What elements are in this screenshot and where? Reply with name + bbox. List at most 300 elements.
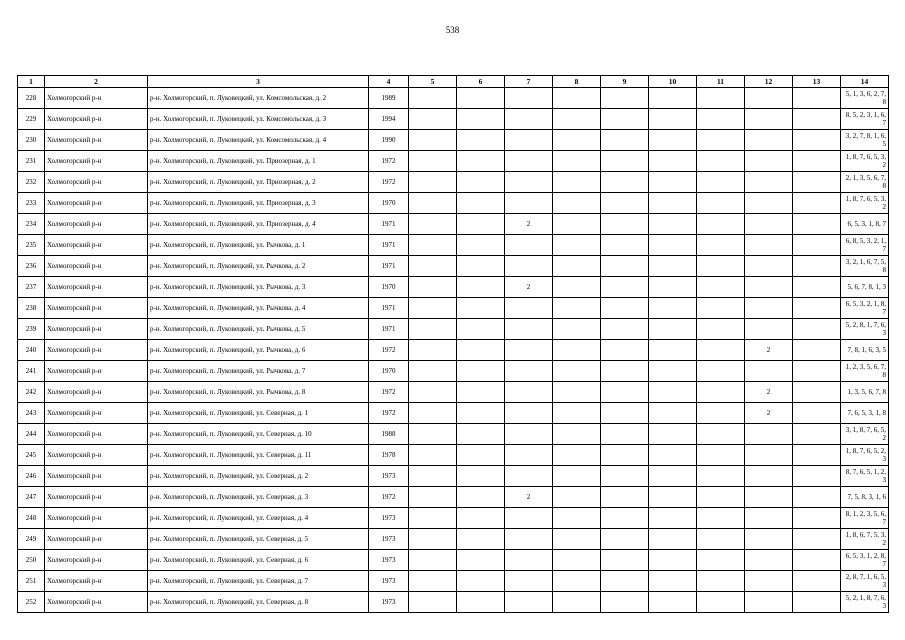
col8-cell bbox=[553, 550, 601, 571]
table-row bbox=[18, 319, 889, 340]
address-cell: р-н. Холмогорский, п. Луковецкий, ул. Северная, д. 2 bbox=[148, 466, 369, 487]
row-number-cell: 248 bbox=[18, 508, 45, 529]
address-cell: р-н. Холмогорский, п. Луковецкий, ул. Рычкова, д. 2 bbox=[148, 256, 369, 277]
col7-cell bbox=[505, 424, 553, 445]
address-cell: р-н. Холмогорский, п. Луковецкий, ул. Северная, д. 7 bbox=[148, 571, 369, 592]
column-header-8: 8 bbox=[553, 76, 601, 88]
col13-cell bbox=[793, 151, 841, 172]
col11-cell bbox=[697, 340, 745, 361]
col5-cell bbox=[409, 109, 457, 130]
table-row bbox=[18, 193, 889, 214]
address-cell: р-н. Холмогорский, п. Луковецкий, ул. Комсомольская, д. 4 bbox=[148, 130, 369, 151]
row-number-cell: 237 bbox=[18, 277, 45, 298]
col12-cell bbox=[745, 214, 793, 235]
table-row bbox=[18, 592, 889, 613]
col7-cell bbox=[505, 319, 553, 340]
codes-cell: 7, 8, 1, 6, 3, 5 bbox=[841, 340, 889, 361]
col8-cell bbox=[553, 193, 601, 214]
col8-cell bbox=[553, 403, 601, 424]
address-cell: р-н. Холмогорский, п. Луковецкий, ул. Рычкова, д. 4 bbox=[148, 298, 369, 319]
col7-cell bbox=[505, 445, 553, 466]
column-header-1: 1 bbox=[18, 76, 45, 88]
codes-cell: 3, 2, 7, 8, 1, 6, 5 bbox=[841, 130, 889, 151]
table-row bbox=[18, 403, 889, 424]
col11-cell bbox=[697, 592, 745, 613]
codes-cell: 2, 8, 7, 1, 6, 5, 3 bbox=[841, 571, 889, 592]
col10-cell bbox=[649, 130, 697, 151]
col7-cell bbox=[505, 508, 553, 529]
table-row bbox=[18, 214, 889, 235]
col13-cell bbox=[793, 529, 841, 550]
col9-cell bbox=[601, 487, 649, 508]
col6-cell bbox=[457, 235, 505, 256]
col11-cell bbox=[697, 235, 745, 256]
district-cell: Холмогорский р-н bbox=[45, 382, 148, 403]
col7-cell bbox=[505, 109, 553, 130]
row-number-cell: 233 bbox=[18, 193, 45, 214]
column-header-2: 2 bbox=[45, 76, 148, 88]
column-header-12: 12 bbox=[745, 76, 793, 88]
col12-cell: 2 bbox=[745, 403, 793, 424]
district-cell: Холмогорский р-н bbox=[45, 151, 148, 172]
col5-cell bbox=[409, 529, 457, 550]
district-cell: Холмогорский р-н bbox=[45, 235, 148, 256]
year-cell: 1970 bbox=[369, 277, 409, 298]
col11-cell bbox=[697, 571, 745, 592]
col11-cell bbox=[697, 403, 745, 424]
col13-cell bbox=[793, 403, 841, 424]
col7-cell bbox=[505, 298, 553, 319]
col12-cell bbox=[745, 256, 793, 277]
col12-cell bbox=[745, 529, 793, 550]
year-cell: 1970 bbox=[369, 193, 409, 214]
col6-cell bbox=[457, 571, 505, 592]
col5-cell bbox=[409, 424, 457, 445]
row-number-cell: 238 bbox=[18, 298, 45, 319]
col7-cell bbox=[505, 172, 553, 193]
col9-cell bbox=[601, 256, 649, 277]
col9-cell bbox=[601, 319, 649, 340]
table-row bbox=[18, 256, 889, 277]
col6-cell bbox=[457, 424, 505, 445]
col10-cell bbox=[649, 550, 697, 571]
col5-cell bbox=[409, 214, 457, 235]
column-header-13: 13 bbox=[793, 76, 841, 88]
col11-cell bbox=[697, 256, 745, 277]
col6-cell bbox=[457, 277, 505, 298]
col5-cell bbox=[409, 340, 457, 361]
page-number: 538 bbox=[445, 25, 460, 35]
codes-cell: 5, 6, 7, 8, 1, 3 bbox=[841, 277, 889, 298]
col7-cell bbox=[505, 403, 553, 424]
col13-cell bbox=[793, 319, 841, 340]
year-cell: 1973 bbox=[369, 466, 409, 487]
table-row bbox=[18, 172, 889, 193]
row-number-cell: 232 bbox=[18, 172, 45, 193]
col9-cell bbox=[601, 592, 649, 613]
column-header-10: 10 bbox=[649, 76, 697, 88]
col5-cell bbox=[409, 508, 457, 529]
col8-cell bbox=[553, 88, 601, 109]
col12-cell bbox=[745, 172, 793, 193]
col9-cell bbox=[601, 361, 649, 382]
row-number-cell: 252 bbox=[18, 592, 45, 613]
col6-cell bbox=[457, 592, 505, 613]
year-cell: 1990 bbox=[369, 130, 409, 151]
header-row bbox=[18, 76, 889, 88]
col8-cell bbox=[553, 487, 601, 508]
col6-cell bbox=[457, 466, 505, 487]
col13-cell bbox=[793, 550, 841, 571]
col13-cell bbox=[793, 277, 841, 298]
address-cell: р-н. Холмогорский, п. Луковецкий, ул. Комсомольская, д. 3 bbox=[148, 109, 369, 130]
address-cell: р-н. Холмогорский, п. Луковецкий, ул. Северная, д. 11 bbox=[148, 445, 369, 466]
col7-cell bbox=[505, 193, 553, 214]
column-header-4: 4 bbox=[369, 76, 409, 88]
address-cell: р-н. Холмогорский, п. Луковецкий, ул. Приозерная, д. 4 bbox=[148, 214, 369, 235]
column-header-6: 6 bbox=[457, 76, 505, 88]
address-cell: р-н. Холмогорский, п. Луковецкий, ул. Северная, д. 1 bbox=[148, 403, 369, 424]
address-cell: р-н. Холмогорский, п. Луковецкий, ул. Комсомольская, д. 2 bbox=[148, 88, 369, 109]
table-row bbox=[18, 571, 889, 592]
year-cell: 1972 bbox=[369, 151, 409, 172]
col10-cell bbox=[649, 382, 697, 403]
col6-cell bbox=[457, 109, 505, 130]
col13-cell bbox=[793, 235, 841, 256]
col13-cell bbox=[793, 193, 841, 214]
col10-cell bbox=[649, 109, 697, 130]
col10-cell bbox=[649, 340, 697, 361]
col9-cell bbox=[601, 508, 649, 529]
col13-cell bbox=[793, 361, 841, 382]
col12-cell bbox=[745, 298, 793, 319]
col9-cell bbox=[601, 193, 649, 214]
address-cell: р-н. Холмогорский, п. Луковецкий, ул. Северная, д. 4 bbox=[148, 508, 369, 529]
table-row bbox=[18, 550, 889, 571]
col10-cell bbox=[649, 298, 697, 319]
district-cell: Холмогорский р-н bbox=[45, 487, 148, 508]
column-header-14: 14 bbox=[841, 76, 889, 88]
col8-cell bbox=[553, 466, 601, 487]
address-cell: р-н. Холмогорский, п. Луковецкий, ул. Приозерная, д. 1 bbox=[148, 151, 369, 172]
col10-cell bbox=[649, 529, 697, 550]
row-number-cell: 241 bbox=[18, 361, 45, 382]
table-row bbox=[18, 151, 889, 172]
row-number-cell: 239 bbox=[18, 319, 45, 340]
col8-cell bbox=[553, 571, 601, 592]
col10-cell bbox=[649, 151, 697, 172]
row-number-cell: 240 bbox=[18, 340, 45, 361]
address-cell: р-н. Холмогорский, п. Луковецкий, ул. Северная, д. 3 bbox=[148, 487, 369, 508]
column-header-9: 9 bbox=[601, 76, 649, 88]
codes-cell: 7, 5, 8, 3, 1, 6 bbox=[841, 487, 889, 508]
col12-cell bbox=[745, 550, 793, 571]
col9-cell bbox=[601, 151, 649, 172]
col13-cell bbox=[793, 256, 841, 277]
row-number-cell: 235 bbox=[18, 235, 45, 256]
district-cell: Холмогорский р-н bbox=[45, 172, 148, 193]
col7-cell bbox=[505, 88, 553, 109]
table-row bbox=[18, 508, 889, 529]
col6-cell bbox=[457, 340, 505, 361]
col7-cell bbox=[505, 130, 553, 151]
col6-cell bbox=[457, 361, 505, 382]
year-cell: 1973 bbox=[369, 571, 409, 592]
year-cell: 1970 bbox=[369, 361, 409, 382]
col13-cell bbox=[793, 382, 841, 403]
col12-cell bbox=[745, 319, 793, 340]
district-cell: Холмогорский р-н bbox=[45, 88, 148, 109]
address-cell: р-н. Холмогорский, п. Луковецкий, ул. Приозерная, д. 3 bbox=[148, 193, 369, 214]
col10-cell bbox=[649, 172, 697, 193]
col13-cell bbox=[793, 445, 841, 466]
district-cell: Холмогорский р-н bbox=[45, 445, 148, 466]
year-cell: 1973 bbox=[369, 592, 409, 613]
col6-cell bbox=[457, 214, 505, 235]
table-row bbox=[18, 340, 889, 361]
col8-cell bbox=[553, 424, 601, 445]
district-cell: Холмогорский р-н bbox=[45, 214, 148, 235]
col6-cell bbox=[457, 529, 505, 550]
col13-cell bbox=[793, 172, 841, 193]
col8-cell bbox=[553, 277, 601, 298]
district-cell: Холмогорский р-н bbox=[45, 319, 148, 340]
col9-cell bbox=[601, 466, 649, 487]
address-cell: р-н. Холмогорский, п. Луковецкий, ул. Северная, д. 5 bbox=[148, 529, 369, 550]
year-cell: 1988 bbox=[369, 424, 409, 445]
col10-cell bbox=[649, 487, 697, 508]
codes-cell: 6, 8, 5, 3, 2, 1, 7 bbox=[841, 235, 889, 256]
col8-cell bbox=[553, 151, 601, 172]
address-cell: р-н. Холмогорский, п. Луковецкий, ул. Рычкова, д. 5 bbox=[148, 319, 369, 340]
codes-cell: 8, 7, 6, 5, 1, 2, 3 bbox=[841, 466, 889, 487]
col5-cell bbox=[409, 298, 457, 319]
table-row bbox=[18, 466, 889, 487]
table-row bbox=[18, 109, 889, 130]
col7-cell: 2 bbox=[505, 214, 553, 235]
col9-cell bbox=[601, 445, 649, 466]
col13-cell bbox=[793, 214, 841, 235]
district-cell: Холмогорский р-н bbox=[45, 508, 148, 529]
col11-cell bbox=[697, 298, 745, 319]
data-table bbox=[17, 75, 889, 613]
row-number-cell: 250 bbox=[18, 550, 45, 571]
district-cell: Холмогорский р-н bbox=[45, 340, 148, 361]
col12-cell bbox=[745, 88, 793, 109]
col12-cell bbox=[745, 109, 793, 130]
col9-cell bbox=[601, 130, 649, 151]
codes-cell: 1, 8, 7, 6, 5, 3, 2 bbox=[841, 151, 889, 172]
col5-cell bbox=[409, 361, 457, 382]
year-cell: 1971 bbox=[369, 214, 409, 235]
col6-cell bbox=[457, 319, 505, 340]
col8-cell bbox=[553, 235, 601, 256]
row-number-cell: 247 bbox=[18, 487, 45, 508]
col5-cell bbox=[409, 571, 457, 592]
col6-cell bbox=[457, 88, 505, 109]
table-row bbox=[18, 277, 889, 298]
col13-cell bbox=[793, 88, 841, 109]
table-row bbox=[18, 130, 889, 151]
col9-cell bbox=[601, 88, 649, 109]
codes-cell: 6, 5, 3, 1, 8, 7 bbox=[841, 214, 889, 235]
col13-cell bbox=[793, 424, 841, 445]
col10-cell bbox=[649, 508, 697, 529]
col11-cell bbox=[697, 109, 745, 130]
col6-cell bbox=[457, 550, 505, 571]
district-cell: Холмогорский р-н bbox=[45, 403, 148, 424]
col5-cell bbox=[409, 592, 457, 613]
col13-cell bbox=[793, 592, 841, 613]
row-number-cell: 230 bbox=[18, 130, 45, 151]
col7-cell bbox=[505, 592, 553, 613]
col11-cell bbox=[697, 508, 745, 529]
col13-cell bbox=[793, 130, 841, 151]
col12-cell: 2 bbox=[745, 382, 793, 403]
district-cell: Холмогорский р-н bbox=[45, 571, 148, 592]
col11-cell bbox=[697, 193, 745, 214]
address-cell: р-н. Холмогорский, п. Луковецкий, ул. Рычкова, д. 1 bbox=[148, 235, 369, 256]
col5-cell bbox=[409, 130, 457, 151]
col10-cell bbox=[649, 235, 697, 256]
column-header-5: 5 bbox=[409, 76, 457, 88]
col9-cell bbox=[601, 109, 649, 130]
col6-cell bbox=[457, 193, 505, 214]
table-row bbox=[18, 487, 889, 508]
district-cell: Холмогорский р-н bbox=[45, 277, 148, 298]
row-number-cell: 229 bbox=[18, 109, 45, 130]
col7-cell: 2 bbox=[505, 487, 553, 508]
year-cell: 1989 bbox=[369, 88, 409, 109]
col8-cell bbox=[553, 445, 601, 466]
col6-cell bbox=[457, 130, 505, 151]
row-number-cell: 242 bbox=[18, 382, 45, 403]
col12-cell bbox=[745, 130, 793, 151]
column-header-7: 7 bbox=[505, 76, 553, 88]
col6-cell bbox=[457, 172, 505, 193]
year-cell: 1973 bbox=[369, 508, 409, 529]
col10-cell bbox=[649, 445, 697, 466]
col6-cell bbox=[457, 151, 505, 172]
address-cell: р-н. Холмогорский, п. Луковецкий, ул. Рычкова, д. 3 bbox=[148, 277, 369, 298]
address-cell: р-н. Холмогорский, п. Луковецкий, ул. Рычкова, д. 8 bbox=[148, 382, 369, 403]
col5-cell bbox=[409, 193, 457, 214]
col7-cell bbox=[505, 235, 553, 256]
address-cell: р-н. Холмогорский, п. Луковецкий, ул. Рычкова, д. 6 bbox=[148, 340, 369, 361]
codes-cell: 6, 5, 3, 1, 2, 8, 7 bbox=[841, 550, 889, 571]
column-header-3: 3 bbox=[148, 76, 369, 88]
col9-cell bbox=[601, 340, 649, 361]
codes-cell: 8, 5, 2, 3, 1, 6, 7 bbox=[841, 109, 889, 130]
year-cell: 1972 bbox=[369, 172, 409, 193]
col10-cell bbox=[649, 592, 697, 613]
table-row bbox=[18, 529, 889, 550]
codes-cell: 5, 2, 1, 8, 7, 6, 3 bbox=[841, 592, 889, 613]
col6-cell bbox=[457, 382, 505, 403]
district-cell: Холмогорский р-н bbox=[45, 550, 148, 571]
year-cell: 1994 bbox=[369, 109, 409, 130]
codes-cell: 1, 2, 3, 5, 6, 7, 8 bbox=[841, 361, 889, 382]
district-cell: Холмогорский р-н bbox=[45, 130, 148, 151]
row-number-cell: 231 bbox=[18, 151, 45, 172]
codes-cell: 3, 2, 1, 6, 7, 5, 8 bbox=[841, 256, 889, 277]
row-number-cell: 243 bbox=[18, 403, 45, 424]
col11-cell bbox=[697, 382, 745, 403]
col7-cell bbox=[505, 340, 553, 361]
row-number-cell: 236 bbox=[18, 256, 45, 277]
row-number-cell: 234 bbox=[18, 214, 45, 235]
col8-cell bbox=[553, 319, 601, 340]
row-number-cell: 249 bbox=[18, 529, 45, 550]
row-number-cell: 245 bbox=[18, 445, 45, 466]
district-cell: Холмогорский р-н bbox=[45, 592, 148, 613]
col5-cell bbox=[409, 487, 457, 508]
col5-cell bbox=[409, 382, 457, 403]
col13-cell bbox=[793, 571, 841, 592]
col10-cell bbox=[649, 424, 697, 445]
col10-cell bbox=[649, 571, 697, 592]
col8-cell bbox=[553, 508, 601, 529]
col8-cell bbox=[553, 529, 601, 550]
col5-cell bbox=[409, 550, 457, 571]
col5-cell bbox=[409, 256, 457, 277]
col9-cell bbox=[601, 571, 649, 592]
col9-cell bbox=[601, 550, 649, 571]
row-number-cell: 228 bbox=[18, 88, 45, 109]
year-cell: 1971 bbox=[369, 319, 409, 340]
col11-cell bbox=[697, 424, 745, 445]
codes-cell: 2, 1, 3, 5, 6, 7, 8 bbox=[841, 172, 889, 193]
col12-cell bbox=[745, 424, 793, 445]
col7-cell bbox=[505, 151, 553, 172]
table-row bbox=[18, 445, 889, 466]
year-cell: 1972 bbox=[369, 382, 409, 403]
col7-cell bbox=[505, 361, 553, 382]
col7-cell bbox=[505, 382, 553, 403]
col13-cell bbox=[793, 109, 841, 130]
codes-cell: 1, 8, 7, 6, 5, 3, 2 bbox=[841, 193, 889, 214]
col12-cell bbox=[745, 277, 793, 298]
col11-cell bbox=[697, 151, 745, 172]
col5-cell bbox=[409, 466, 457, 487]
row-number-cell: 246 bbox=[18, 466, 45, 487]
col9-cell bbox=[601, 403, 649, 424]
col12-cell bbox=[745, 466, 793, 487]
table-row bbox=[18, 235, 889, 256]
col7-cell bbox=[505, 256, 553, 277]
year-cell: 1971 bbox=[369, 256, 409, 277]
col11-cell bbox=[697, 361, 745, 382]
col10-cell bbox=[649, 214, 697, 235]
col9-cell bbox=[601, 529, 649, 550]
column-header-11: 11 bbox=[697, 76, 745, 88]
col9-cell bbox=[601, 172, 649, 193]
col8-cell bbox=[553, 130, 601, 151]
col12-cell bbox=[745, 361, 793, 382]
row-number-cell: 251 bbox=[18, 571, 45, 592]
col10-cell bbox=[649, 88, 697, 109]
address-cell: р-н. Холмогорский, п. Луковецкий, ул. Северная, д. 8 bbox=[148, 592, 369, 613]
year-cell: 1973 bbox=[369, 550, 409, 571]
col9-cell bbox=[601, 214, 649, 235]
row-number-cell: 244 bbox=[18, 424, 45, 445]
col5-cell bbox=[409, 88, 457, 109]
col11-cell bbox=[697, 319, 745, 340]
codes-cell: 3, 1, 8, 7, 6, 5, 2 bbox=[841, 424, 889, 445]
district-cell: Холмогорский р-н bbox=[45, 529, 148, 550]
district-cell: Холмогорский р-н bbox=[45, 256, 148, 277]
year-cell: 1978 bbox=[369, 445, 409, 466]
